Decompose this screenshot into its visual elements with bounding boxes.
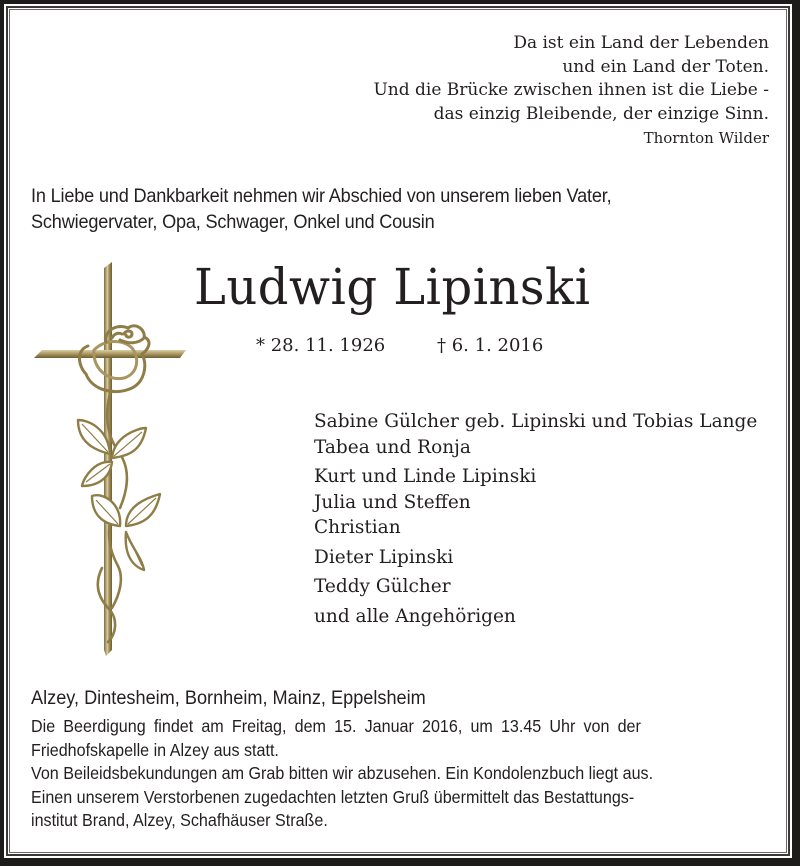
mourner-line: Christian [314, 517, 401, 538]
mourner-line: Julia und Steffen [314, 491, 471, 513]
death-date: † 6. 1. 2016 [437, 335, 544, 356]
epigraph-quote [373, 32, 769, 150]
places-line: Alzey, Dintesheim, Bornheim, Mainz, Eppelsheim [31, 687, 426, 709]
details-line: Von Beileidsbekundungen am Grab bitten wir abzusehen. Ein Kondolenzbuch liegt aus. [31, 763, 654, 783]
birth-date: * 28. 11. 1926 [256, 335, 386, 356]
details-line: Friedhofskapelle in Alzey aus statt. [31, 739, 279, 760]
cross-with-rose-icon [28, 258, 188, 658]
details-line: Einen unserem Verstorbenen zugedachten letzten Gruß übermittelt das Bestattungs- [31, 786, 635, 807]
quote-line: Da ist ein Land der Lebenden [513, 33, 769, 53]
quote-line: das einzig Bleibende, der einzige Sinn. [433, 103, 769, 124]
quote-line: Und die Brücke zwischen ihnen ist die Liebe - [373, 80, 769, 100]
mourner-line: Dieter Lipinski [314, 546, 454, 568]
mourner-line: und alle Angehörigen [314, 605, 516, 627]
mourner-line: Teddy Gülcher [314, 576, 451, 597]
intro-text [31, 183, 611, 235]
quote-author: Thornton Wilder [643, 129, 769, 147]
mourner-line: Kurt und Linde Lipinski [314, 466, 537, 487]
quote-line: und ein Land der Toten. [562, 56, 769, 77]
details-line: institut Brand, Alzey, Schafhäuser Straße. [31, 810, 328, 830]
intro-line: Schwiegervater, Opa, Schwager, Onkel und Cousin [31, 211, 435, 233]
intro-line: In Liebe und Dankbarkeit nehmen wir Abschied von unserem lieben Vater, [31, 185, 612, 207]
mourner-line: Sabine Gülcher geb. Lipinski und Tobias Lange [314, 411, 758, 432]
mourners-list [314, 409, 757, 629]
deceased-name: Ludwig Lipinski [194, 258, 591, 316]
details-line: Die Beerdigung findet am Freitag, dem 15. Januar 2016, um 13.45 Uhr von der [31, 716, 641, 736]
funeral-details [31, 715, 769, 833]
mourner-line: Tabea und Ronja [314, 436, 471, 458]
